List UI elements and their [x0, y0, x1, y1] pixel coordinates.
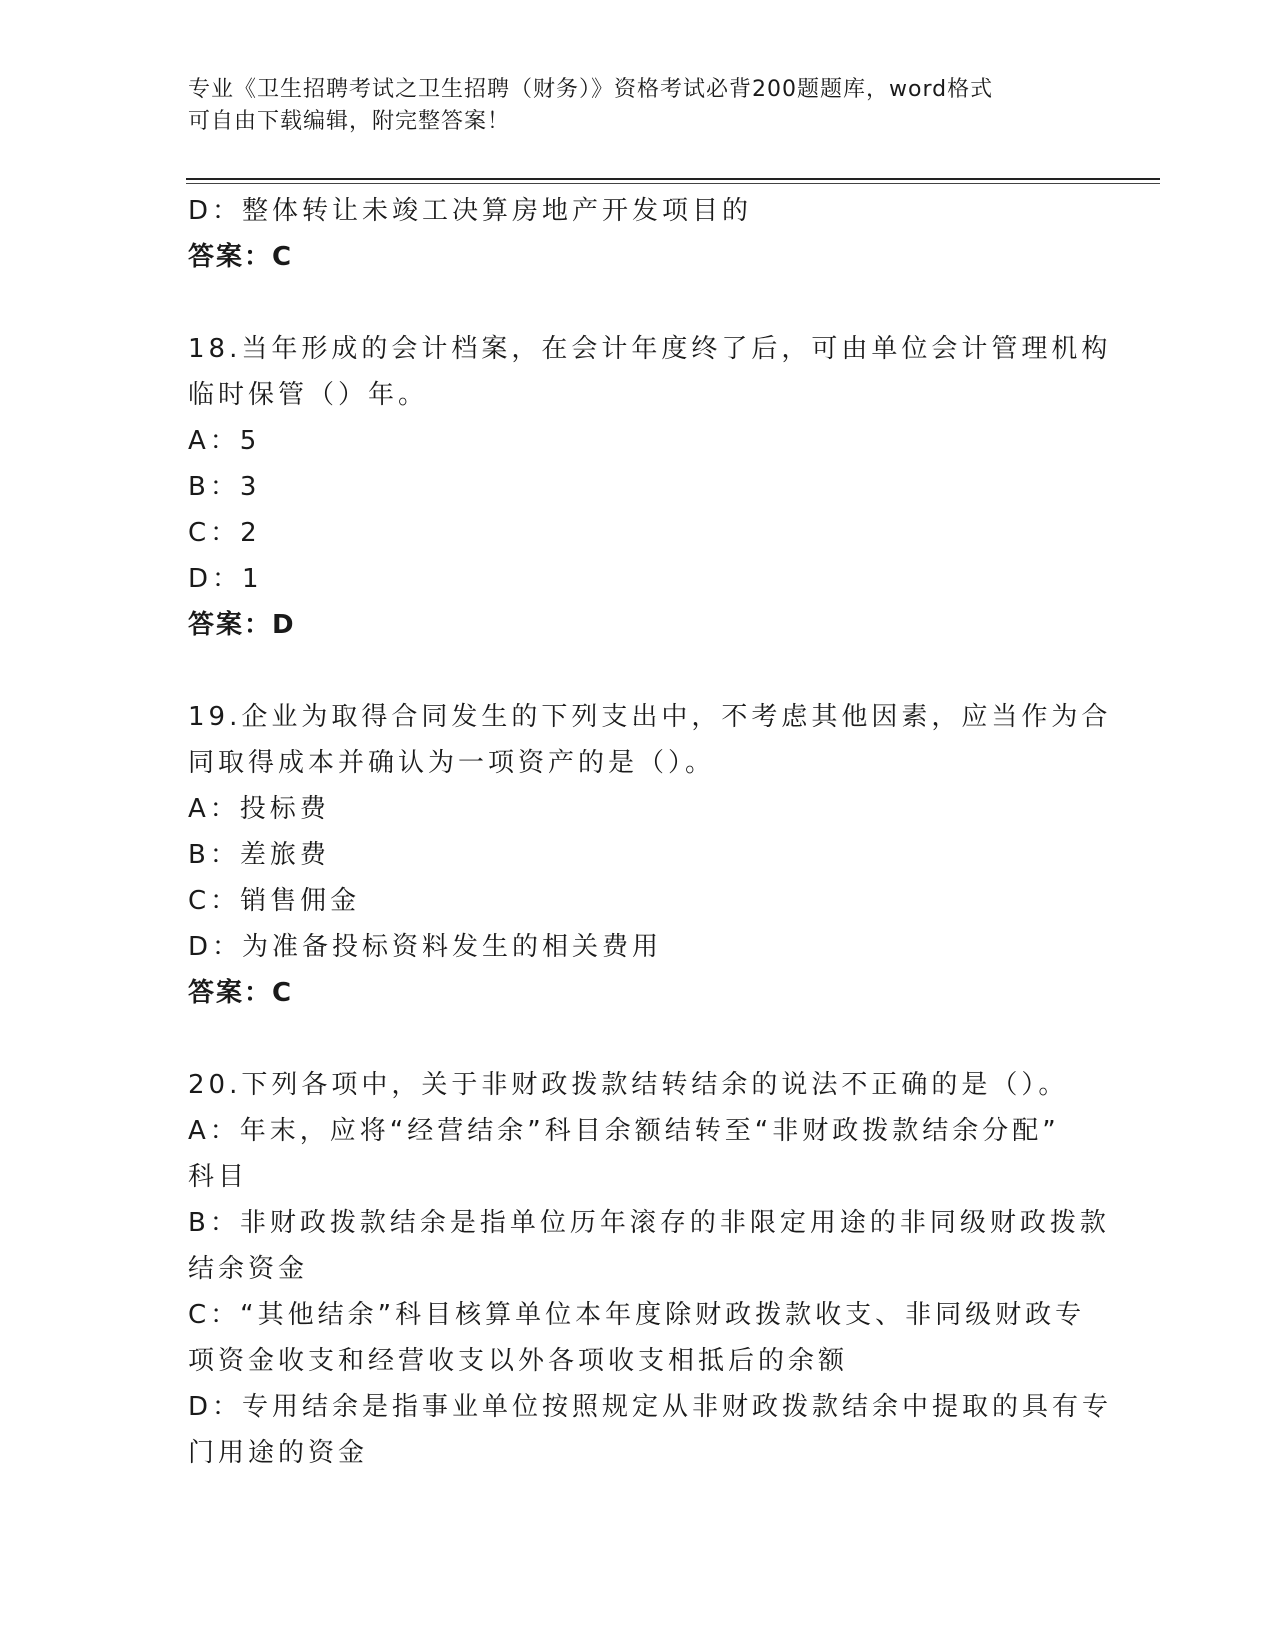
q19-stem-line-1: 19.企业为取得合同发生的下列支出中，不考虑其他因素，应当作为合	[188, 702, 1112, 732]
q18-option-d: D：1	[188, 564, 263, 594]
q20-option-c-line-2: 项资金收支和经营收支以外各项收支相抵后的余额	[188, 1346, 849, 1376]
q19-answer: 答案：C	[188, 978, 294, 1008]
q20-option-a-line-2: 科目	[188, 1162, 249, 1192]
q20-option-c-line-1: C：“其他结余”科目核算单位本年度除财政拨款收支、非同级财政专	[188, 1300, 1086, 1330]
q19-option-b: B：差旅费	[188, 840, 330, 870]
q18-option-b: B：3	[188, 472, 261, 502]
q20-option-b-line-2: 结余资金	[188, 1254, 309, 1284]
question-18	[188, 326, 1112, 648]
question-19	[188, 694, 1112, 1016]
q18-option-a: A：5	[188, 426, 261, 456]
q17-answer: 答案：C	[188, 242, 294, 272]
q17-option-d: D：整体转让未竣工决算房地产开发项目的	[188, 196, 753, 226]
q19-option-c: C：销售佣金	[188, 886, 361, 916]
header-line-2: 可自由下载编辑，附完整答案！	[188, 109, 511, 134]
q20-option-d-line-1: D：专用结余是指事业单位按照规定从非财政拨款结余中提取的具有专	[188, 1392, 1113, 1422]
q19-stem-line-2: 同取得成本并确认为一项资产的是（）。	[188, 748, 716, 778]
q18-answer: 答案：D	[188, 610, 296, 640]
spacer	[188, 280, 1088, 326]
header-line-1: 专业《卫生招聘考试之卫生招聘（财务）》资格考试必背200题题库，word格式	[188, 77, 994, 102]
header-divider-thick	[186, 178, 1160, 180]
q20-option-d-line-2: 门用途的资金	[188, 1438, 369, 1468]
q20-stem: 20.下列各项中，关于非财政拨款结转结余的说法不正确的是（）。	[188, 1070, 1069, 1100]
spacer	[188, 1016, 1088, 1062]
spacer	[188, 648, 1088, 694]
q20-option-b-line-1: B：非财政拨款结余是指单位历年滚存的非限定用途的非同级财政拨款	[188, 1208, 1110, 1238]
header-divider-thin	[186, 183, 1160, 184]
question-17-tail	[188, 188, 1088, 280]
q19-option-d: D：为准备投标资料发生的相关费用	[188, 932, 663, 962]
question-20	[188, 1062, 1113, 1476]
q18-stem-line-1: 18.当年形成的会计档案，在会计年度终了后，可由单位会计管理机构	[188, 334, 1112, 364]
q18-stem-line-2: 临时保管（）年。	[188, 380, 429, 410]
q19-option-a: A：投标费	[188, 794, 330, 824]
q20-option-a-line-1: A：年末，应将“经营结余”科目余额结转至“非财政拨款结余分配”	[188, 1116, 1060, 1146]
q18-option-c: C：2	[188, 518, 261, 548]
question-content	[188, 188, 1113, 1476]
page-header	[188, 74, 1068, 138]
